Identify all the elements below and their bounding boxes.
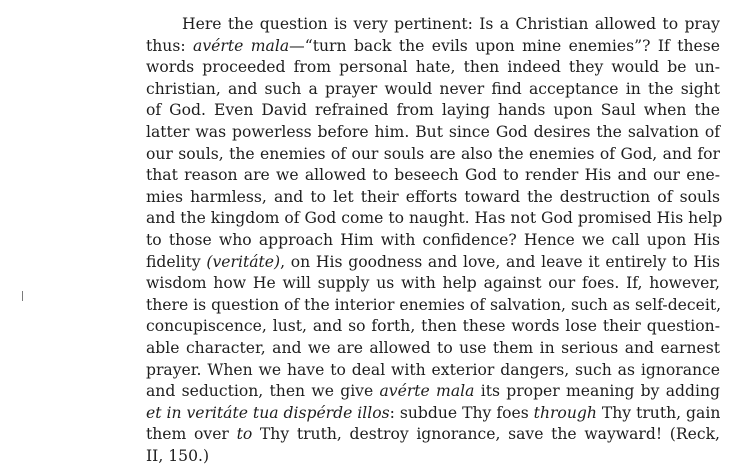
text-line (146, 252, 720, 274)
body-paragraph (146, 14, 723, 467)
text-run: Thy truth, gain (596, 403, 721, 422)
italic-text: through (533, 403, 597, 422)
text-line (146, 165, 720, 187)
text-run: , on His goodness and love, and leave it entirely to His (280, 252, 720, 271)
text-run: them over (146, 425, 237, 444)
margin-mark (22, 291, 23, 301)
text-run: to those who approach Him with confidence? Hence we call upon His (146, 230, 720, 249)
text-line (146, 208, 723, 230)
text-run: Here the question is very pertinent: Is a Christian allowed to pray (182, 15, 720, 33)
text-line (146, 316, 720, 338)
text-run: christian, and such a prayer would never find acceptance in the sight (146, 79, 720, 98)
text-line (146, 122, 720, 144)
text-line (146, 100, 720, 122)
text-run: prayer. When we have to deal with exterior dangers, such as ignorance (146, 360, 720, 379)
text-run: mies harmless, and to let their efforts toward the destruction of souls (146, 187, 720, 206)
text-line (146, 230, 720, 252)
italic-text: avérte mala (379, 382, 475, 401)
text-line (146, 338, 720, 360)
text-run: and seduction, then we give (146, 382, 380, 401)
text-line (146, 79, 720, 101)
text-run: latter was powerless before him. But since God desires the salvation of (146, 122, 720, 141)
text-line (146, 57, 720, 79)
text-run: our souls, the enemies of our souls are also the enemies of God, and for (146, 144, 720, 163)
text-run: II, 150.) (146, 446, 210, 465)
italic-text: (veritáte) (206, 252, 281, 271)
text-run: Thy truth, destroy ignorance, save the wayward! (Reck, (252, 425, 720, 444)
text-run: concupiscence, lust, and so forth, then these words lose their question- (146, 317, 720, 336)
text-line (146, 446, 720, 468)
text-line (146, 144, 720, 166)
text-run: there is question of the interior enemies of salvation, such as self-deceit, (146, 295, 722, 314)
text-line (146, 36, 720, 58)
italic-text: to (236, 425, 253, 444)
text-line (146, 295, 720, 317)
text-line (146, 381, 720, 403)
text-run: its proper meaning by adding (474, 382, 720, 401)
text-run: wisdom how He will supply us with help against our foes. If, however, (146, 274, 720, 293)
italic-text: et in veritáte tua dispérde illos (146, 403, 390, 422)
text-run: and the kingdom of God come to naught. Has not God promised His help (146, 209, 723, 228)
text-line (146, 424, 720, 446)
text-line (146, 273, 720, 295)
text-run: : subdue Thy foes (389, 403, 534, 422)
text-line (146, 360, 720, 382)
text-run: words proceeded from personal hate, then indeed they would be un- (146, 58, 720, 77)
text-run: fidelity (146, 252, 207, 271)
text-run: able character, and we are allowed to use them in serious and earnest (146, 338, 720, 357)
text-run: —“turn back the evils upon mine enemies”? If these (289, 36, 720, 55)
text-line (146, 403, 720, 425)
text-line (146, 14, 720, 36)
text-line (146, 187, 720, 209)
text-run: thus: (146, 36, 194, 55)
text-run: that reason are we allowed to beseech God to render His and our ene- (146, 166, 720, 185)
text-run: of God. Even David refrained from laying hands upon Saul when the (146, 101, 720, 120)
italic-text: avérte mala (193, 36, 290, 55)
